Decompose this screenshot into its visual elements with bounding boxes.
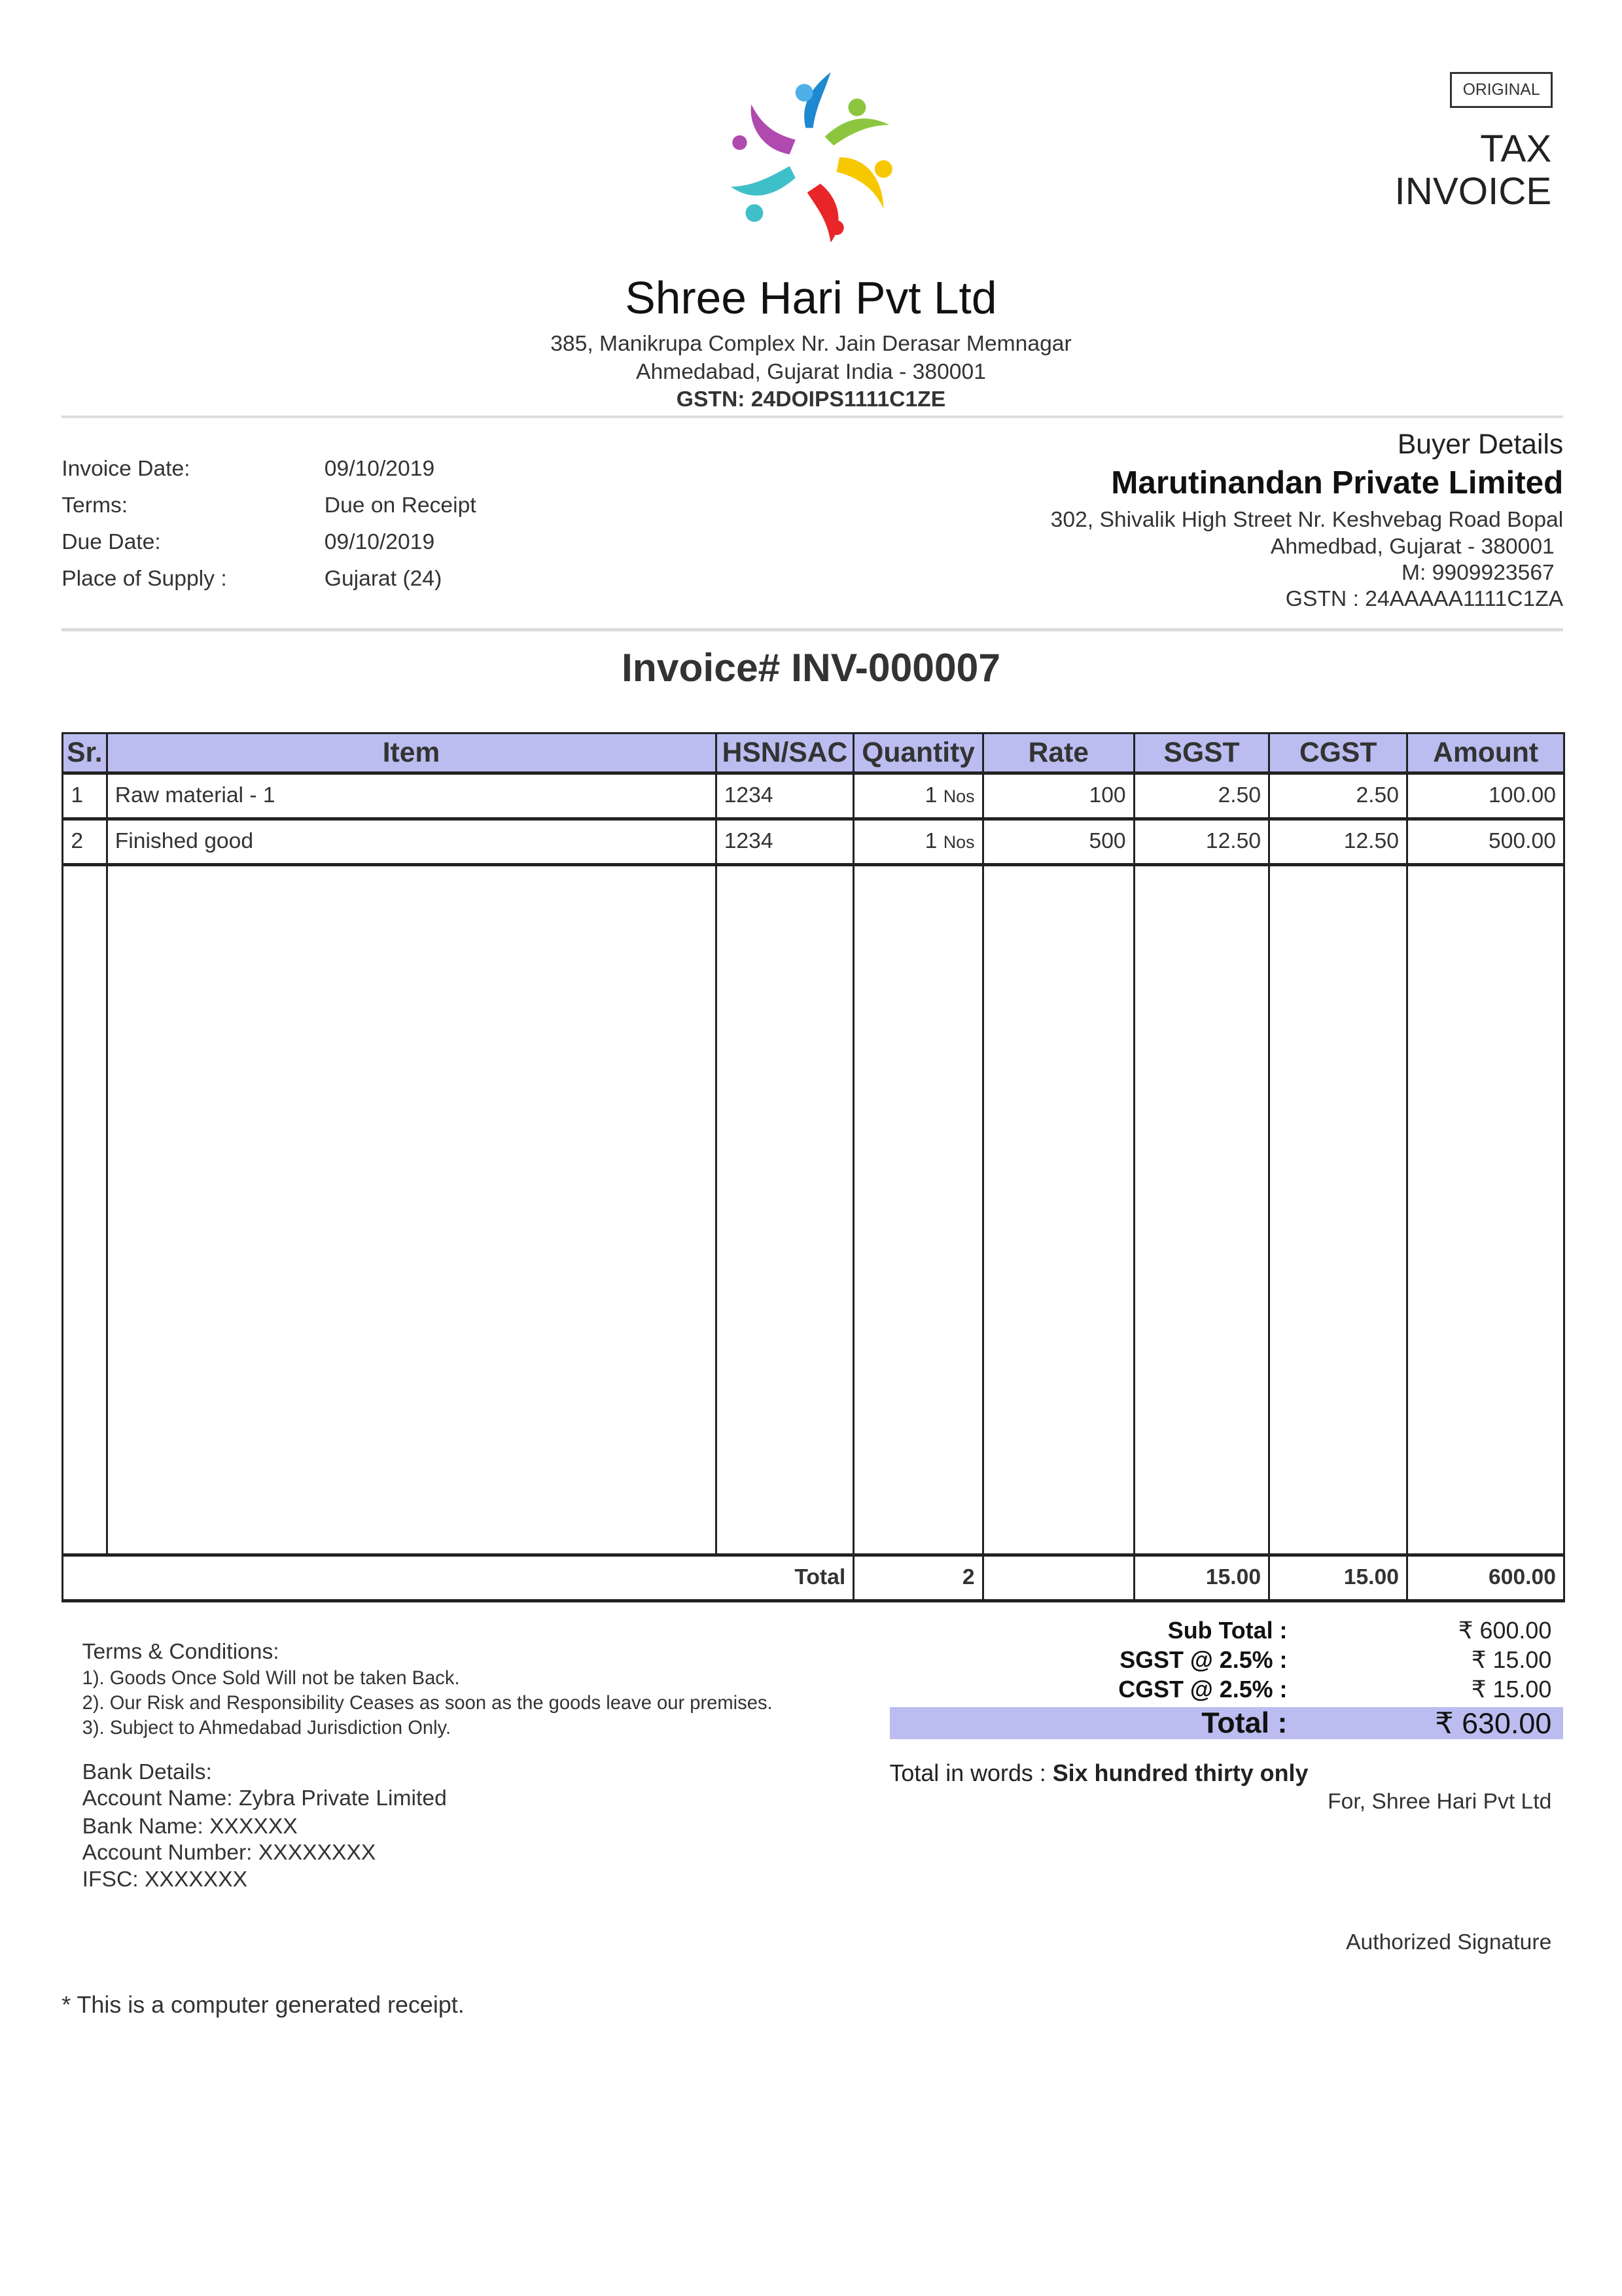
cell-rate: 100 [983,773,1134,819]
cell-sgst: 2.50 [1134,773,1269,819]
table-row [63,819,1564,864]
total-in-words-value: Six hundred thirty only [1052,1759,1309,1786]
total-row [63,1555,1564,1600]
terms-label: Terms: [62,493,128,518]
total-quantity: 2 [854,1555,983,1600]
company-gstn: GSTN: 24DOIPS1111C1ZE [676,387,946,412]
signature-for: For, Shree Hari Pvt Ltd [1328,1789,1552,1814]
cell-item: Raw material - 1 [107,773,716,819]
total-sgst: 15.00 [1134,1555,1269,1600]
cell-sr: 2 [63,819,107,864]
bank-name: Bank Name: XXXXXX [82,1814,298,1839]
document-title [1395,128,1552,213]
total-cgst: 15.00 [1269,1555,1407,1600]
bank-account-name: Account Name: Zybra Private Limited [82,1786,447,1811]
col-hsn: HSN/SAC [716,733,854,773]
col-sgst: SGST [1134,733,1269,773]
cell-sgst: 12.50 [1134,819,1269,864]
due-date-value: 09/10/2019 [324,529,435,554]
table-row [63,773,1564,819]
footer-note: * This is a computer generated receipt. [62,1992,465,2019]
divider [62,415,1563,418]
buyer-heading: Buyer Details [1397,429,1564,461]
terms-item: 2). Our Risk and Responsibility Ceases as soon as the goods leave our premises. [82,1692,773,1714]
cell-item: Finished good [107,819,716,864]
company-address-2: Ahmedabad, Gujarat India - 380001 [636,359,986,384]
invoice-number: Invoice# INV-000007 [621,645,1001,690]
col-sr: Sr. [63,733,107,773]
terms-item: 3). Subject to Ahmedabad Jurisdiction Only. [82,1717,451,1739]
original-badge: ORIGINAL [1450,72,1552,108]
table-header [63,733,1564,773]
col-amount: Amount [1407,733,1564,773]
total-in-words [890,1760,1309,1787]
title-line-1: TAX [1480,128,1552,171]
grand-total-label: Total : [1201,1705,1288,1739]
buyer-mobile: M: 9909923567 [1401,560,1555,585]
bank-heading: Bank Details: [82,1759,212,1784]
col-item: Item [107,733,716,773]
invoice-date-value: 09/10/2019 [324,456,435,481]
sub-total-label: Sub Total : [1167,1617,1288,1644]
sgst-label: SGST @ 2.5% : [1120,1647,1288,1674]
divider [62,628,1563,631]
terms-heading: Terms & Conditions: [82,1639,279,1664]
total-amount: 600.00 [1407,1555,1564,1600]
grand-total-value: ₹ 630.00 [1435,1706,1552,1740]
due-date-label: Due Date: [62,529,161,554]
terms-item: 1). Goods Once Sold Will not be taken Back. [82,1667,460,1689]
qty-unit: Nos [943,832,975,853]
buyer-address-2: Ahmedbad, Gujarat - 380001 [1270,534,1555,559]
cell-quantity [854,819,983,864]
cgst-label: CGST @ 2.5% : [1118,1676,1288,1703]
total-in-words-label: Total in words : [889,1759,1053,1786]
company-address-1: 385, Manikrupa Complex Nr. Jain Derasar Memnagar [550,332,1072,356]
qty-unit: Nos [943,786,975,807]
place-of-supply-value: Gujarat (24) [324,566,442,591]
items-table [62,732,1565,1602]
invoice-date-label: Invoice Date: [62,456,190,481]
buyer-address-1: 302, Shivalik High Street Nr. Keshvebag Road Bopal [1050,508,1564,533]
cell-amount: 500.00 [1407,819,1564,864]
title-line-2: INVOICE [1394,170,1552,213]
authorized-signature: Authorized Signature [1346,1930,1552,1955]
cell-cgst: 2.50 [1269,773,1407,819]
cell-quantity [854,773,983,819]
buyer-gstn: GSTN : 24AAAAA1111C1ZA [1285,587,1564,612]
cell-sr: 1 [63,773,107,819]
sub-total-value: ₹ 600.00 [1458,1617,1552,1644]
cell-hsn: 1234 [716,773,854,819]
buyer-name: Marutinandan Private Limited [1111,464,1564,501]
col-rate: Rate [983,733,1134,773]
col-quantity: Quantity [854,733,983,773]
qty-value: 1 [925,783,938,808]
qty-value: 1 [925,829,938,854]
bank-account-number: Account Number: XXXXXXXX [82,1841,376,1865]
terms-value: Due on Receipt [324,493,476,518]
company-name: Shree Hari Pvt Ltd [625,272,997,324]
place-of-supply-label: Place of Supply : [62,566,227,591]
col-cgst: CGST [1269,733,1407,773]
bank-ifsc: IFSC: XXXXXXX [82,1867,248,1892]
sgst-value: ₹ 15.00 [1471,1647,1552,1674]
cell-cgst: 12.50 [1269,819,1407,864]
empty-rows [63,864,1564,1555]
company-logo [731,71,895,244]
cgst-value: ₹ 15.00 [1471,1676,1552,1703]
cell-rate: 500 [983,819,1134,864]
cell-hsn: 1234 [716,819,854,864]
total-label: Total [63,1555,854,1600]
cell-amount: 100.00 [1407,773,1564,819]
